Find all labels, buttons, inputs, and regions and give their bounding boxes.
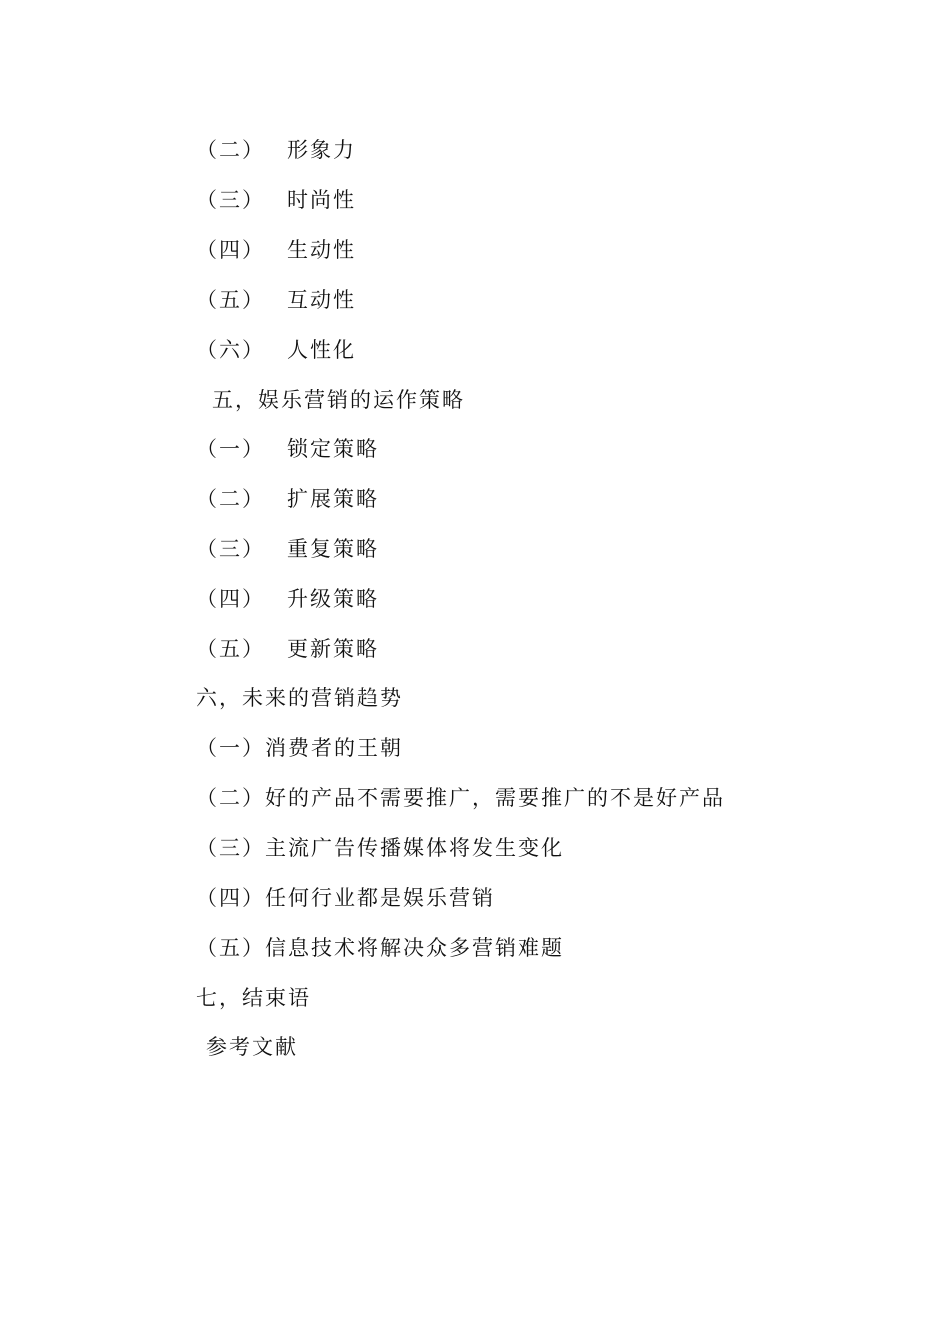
outline-item — [196, 485, 379, 513]
section-heading: 六，未来的营销趋势 — [196, 686, 403, 710]
item-number: （五） — [196, 288, 265, 312]
outline-item — [196, 585, 379, 613]
outline-item — [196, 286, 356, 314]
section-heading: 七，结束语 — [196, 986, 311, 1010]
section-heading: 五，娱乐营销的运作策略 — [212, 388, 465, 412]
outline-item: （一）消费者的王朝 — [196, 736, 403, 760]
item-text: 更新策略 — [287, 637, 379, 661]
item-text: 时尚性 — [287, 188, 356, 212]
item-number: （二） — [196, 487, 265, 511]
references-heading: 参考文献 — [206, 1035, 298, 1059]
outline-item: （五）信息技术将解决众多营销难题 — [196, 936, 564, 960]
item-text: 升级策略 — [287, 587, 379, 611]
item-text: 锁定策略 — [287, 437, 379, 461]
item-text: 形象力 — [287, 138, 356, 162]
item-number: （四） — [196, 238, 265, 262]
item-text: 重复策略 — [287, 537, 379, 561]
outline-item — [196, 635, 379, 663]
outline-item — [196, 535, 379, 563]
item-text: 互动性 — [287, 288, 356, 312]
outline-item: （三）主流广告传播媒体将发生变化 — [196, 836, 564, 860]
item-number: （一） — [196, 437, 265, 461]
item-number: （六） — [196, 338, 265, 362]
item-number: （五） — [196, 637, 265, 661]
item-text: 生动性 — [287, 238, 356, 262]
outline-item — [196, 136, 356, 164]
item-text: 扩展策略 — [287, 487, 379, 511]
outline-item: （二）好的产品不需要推广，需要推广的不是好产品 — [196, 786, 725, 810]
outline-item — [196, 435, 379, 463]
item-number: （四） — [196, 587, 265, 611]
item-number: （三） — [196, 537, 265, 561]
outline-item — [196, 336, 356, 364]
outline-item: （四）任何行业都是娱乐营销 — [196, 886, 495, 910]
outline-item — [196, 186, 356, 214]
item-number: （二） — [196, 138, 265, 162]
item-number: （三） — [196, 188, 265, 212]
item-text: 人性化 — [287, 338, 356, 362]
outline-item — [196, 236, 356, 264]
